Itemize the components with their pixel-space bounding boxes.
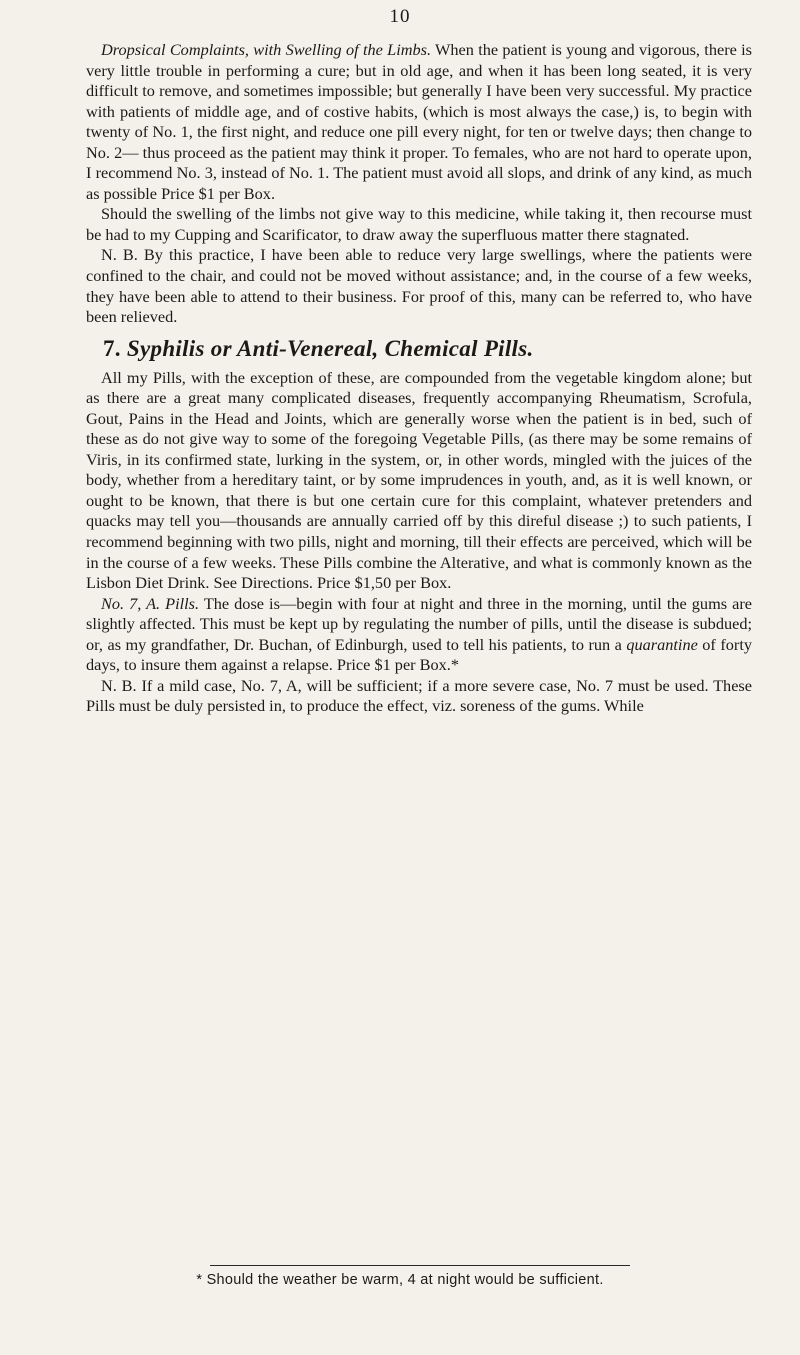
no7a-text-a: The dose is—begin with four at night and three in the morning, until the gums are slightly affected. This must be kept up by regulating the number of pills, until the disease is subdued; or, as my grandfather, Dr. Buchan, of Edinburgh, used to tell his patients, to run a [86,593,752,654]
footnote: * Should the weather be warm, 4 at night would be sufficient. [196,1272,604,1288]
nb-swellings-paragraph: N. B. By this practice, I have been able to reduce very large swellings, where the patients were confined to the chair, and could not be moved without assistance; and, in the course of a few weeks, they have been able to attend to their business. For proof of this, many can be referred to, who have been relieved. [86,245,752,327]
footnote-divider [210,1265,630,1266]
dropsical-lead: Dropsical Complaints, with Swelling of the Limbs. [101,40,432,59]
dropsical-text: When the patient is young and vigorous, there is very little trouble in performing a cure; but in old age, and when it has been long seated, it is very difficult to remove, and sometimes impossible; but generally I have been very successful. My practice with patients of middle age, and of costive habits, (which is most always the case,) is, to begin with twenty of No. 1, the first night, and reduce one pill every night, for ten or twelve days; then change to No. 2— thus proceed as the patient may think it proper. To females, who are not hard to operate upon, I recommend No. 3, instead of No. 1. The patient must avoid all slops, and drink of any kind, as much as possible Price $1 per Box. [86,40,752,203]
dropsical-paragraph [86,40,752,204]
nb-mild-case-paragraph: N. B. If a mild case, No. 7, A, will be sufficient; if a more severe case, No. 7 must be used. These Pills must be duly persisted in, to produce the effect, viz. soreness of the gums. While [86,675,752,716]
swelling-paragraph: Should the swelling of the limbs not give way to this medicine, while taking it, then recourse must be had to my Cupping and Scarificator, to draw away the superfluous matter there stagnated. [86,204,752,244]
no7a-paragraph [86,594,752,676]
quarantine-word: quarantine [626,634,698,654]
section-number: 7. [103,335,121,361]
no7a-lead: No. 7, A. Pills. [101,593,200,613]
no7a-text-b: of forty days, to insure them against a relapse. Price $1 per Box.* [86,634,752,675]
section-title: Syphilis or Anti-Venereal, Chemical Pills. [126,335,534,361]
section-heading [103,334,752,364]
page-body [86,40,752,717]
pills-paragraph: All my Pills, with the exception of these, are compounded from the vegetable kingdom alone; but as there are a great many complicated diseases, frequently accompanying Rheumatism, Scrofula, Gout, Pains in the Head and Joints, which are generally worse when the patient is in bed, such of these as do not give way to some of the foregoing Vegetable Pills, (as there may be some remains of Viris, in its confirmed state, lurking in the system, or, in other words, mingled with the juices of the body, whether from a hereditary taint, or by some imprudences in youth, and, as it is well known, or ought to be known, that there is but one certain cure for this complaint, whatever pretenders and quacks may tell you—thousands are annually carried off by this direful disease ;) to such patients, I recommend beginning with two pills, night and morning, till their effects are perceived, which will be in the course of a few weeks. These Pills combine the Alterative, and what is commonly known as the Lisbon Diet Drink. See Directions. Price $1,50 per Box. [86,367,752,593]
page-number: 10 [389,6,411,27]
